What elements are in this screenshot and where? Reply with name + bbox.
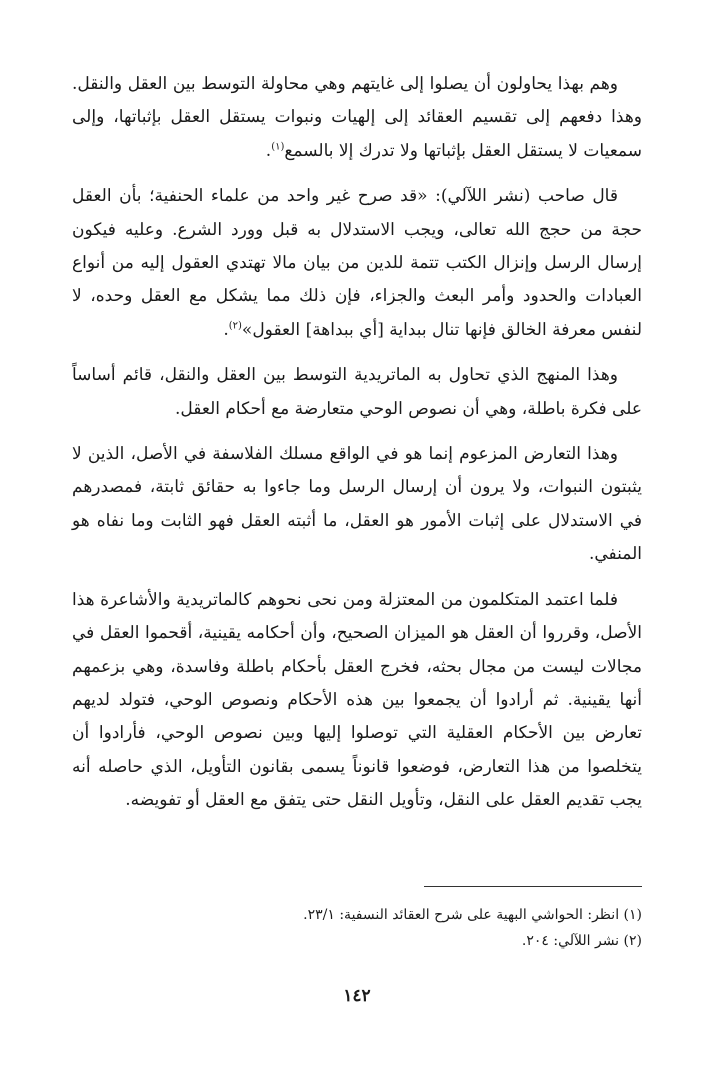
paragraph-1 (72, 68, 642, 168)
paragraph-2-end: . (223, 319, 229, 340)
footnote-1: (١) انظر: الحواشي البهية على شرح العقائد النسفية: ٢٣/١. (303, 907, 642, 923)
footnote-divider (424, 886, 642, 887)
footnote-ref-2[interactable]: (٢) (228, 320, 242, 332)
paragraph-1-end: . (265, 140, 272, 161)
footnote-ref-1[interactable]: (١) (271, 141, 285, 153)
page-body (72, 68, 642, 818)
paragraph-1-text: وهم بهذا يحاولون أن يصلوا إلى غايتهم وهي محاولة التوسط بين العقل والنقل. وهذا دفعهم إلى تقسيم العقائد إلى إلهيات ونبوات يستقل العقل بإثباتها، وإلى سمعيات لا يستقل العقل بإثباتها ولا تدرك إلا بالسمع (72, 74, 642, 161)
footnote-2: (٢) نشر اللآلي: ٢٠٤. (521, 933, 642, 949)
paragraph-5 (72, 584, 642, 818)
page-number: ١٤٢ (343, 986, 371, 1006)
paragraph-5-text: فلما اعتمد المتكلمون من المعتزلة ومن نحى نحوهم كالماتريدية والأشاعرة هذا الأصل، وقرروا أن العقل هو الميزان الصحيح، وأن أحكامه يقينية، أقحموا العقل في مجالات ليست من مجال بحثه، فخرج العقل بأحكام باطلة وفاسدة، وهي بزعمهم أنها يقينية. ثم أرادوا أن يجمعوا بين هذه الأحكام ونصوص الوحي، فتولد لديهم تعارض بين الأحكام العقلية التي توصلوا إليها وبين نصوص الوحي، فأرادوا أن يتخلصوا من هذا التعارض، فوضعوا قانوناً يسمى بقانون التأويل، الذي حاصله أنه يجب تقديم العقل على النقل، وتأويل النقل حتى يتفق مع العقل أو تفويضه. (72, 589, 642, 811)
footnotes (72, 902, 642, 954)
paragraph-4-text: وهذا التعارض المزعوم إنما هو في الواقع مسلك الفلاسفة في الأصل، الذين لا يثبتون النبوات، ولا يرون أن إرسال الرسل وما جاءوا به حقائق ثابتة، فمصدرهم في الاستدلال على إثبات الأمور هو العقل، ما أثبته العقل فهو الثابت وما نفاه هو المنفي. (72, 444, 642, 565)
paragraph-2 (72, 180, 642, 347)
paragraph-3 (72, 359, 642, 426)
paragraph-4 (72, 438, 642, 572)
paragraph-2-text: قال صاحب (نشر اللآلي): «قد صرح غير واحد من علماء الحنفية؛ بأن العقل حجة من حجج الله تعالى، ويجب الاستدلال به قبل وورد الشرع. وعليه فيكون إرسال الرسل وإنزال الكتب تتمة للدين من بيان مالا تهتدي العقول إليه من أنواع العبادات والحدود وأمر البعث والجزاء، فإن ذلك مما يشكل مع العقل وحده، لا لنفس معرفة الخالق فإنها تنال ببداية [أي ببداهة] العقول» (72, 186, 642, 340)
paragraph-3-text: وهذا المنهج الذي تحاول به الماتريدية التوسط بين العقل والنقل، قائم أساساً على فكرة باطلة، وهي أن نصوص الوحي متعارضة مع أحكام العقل. (72, 365, 642, 419)
